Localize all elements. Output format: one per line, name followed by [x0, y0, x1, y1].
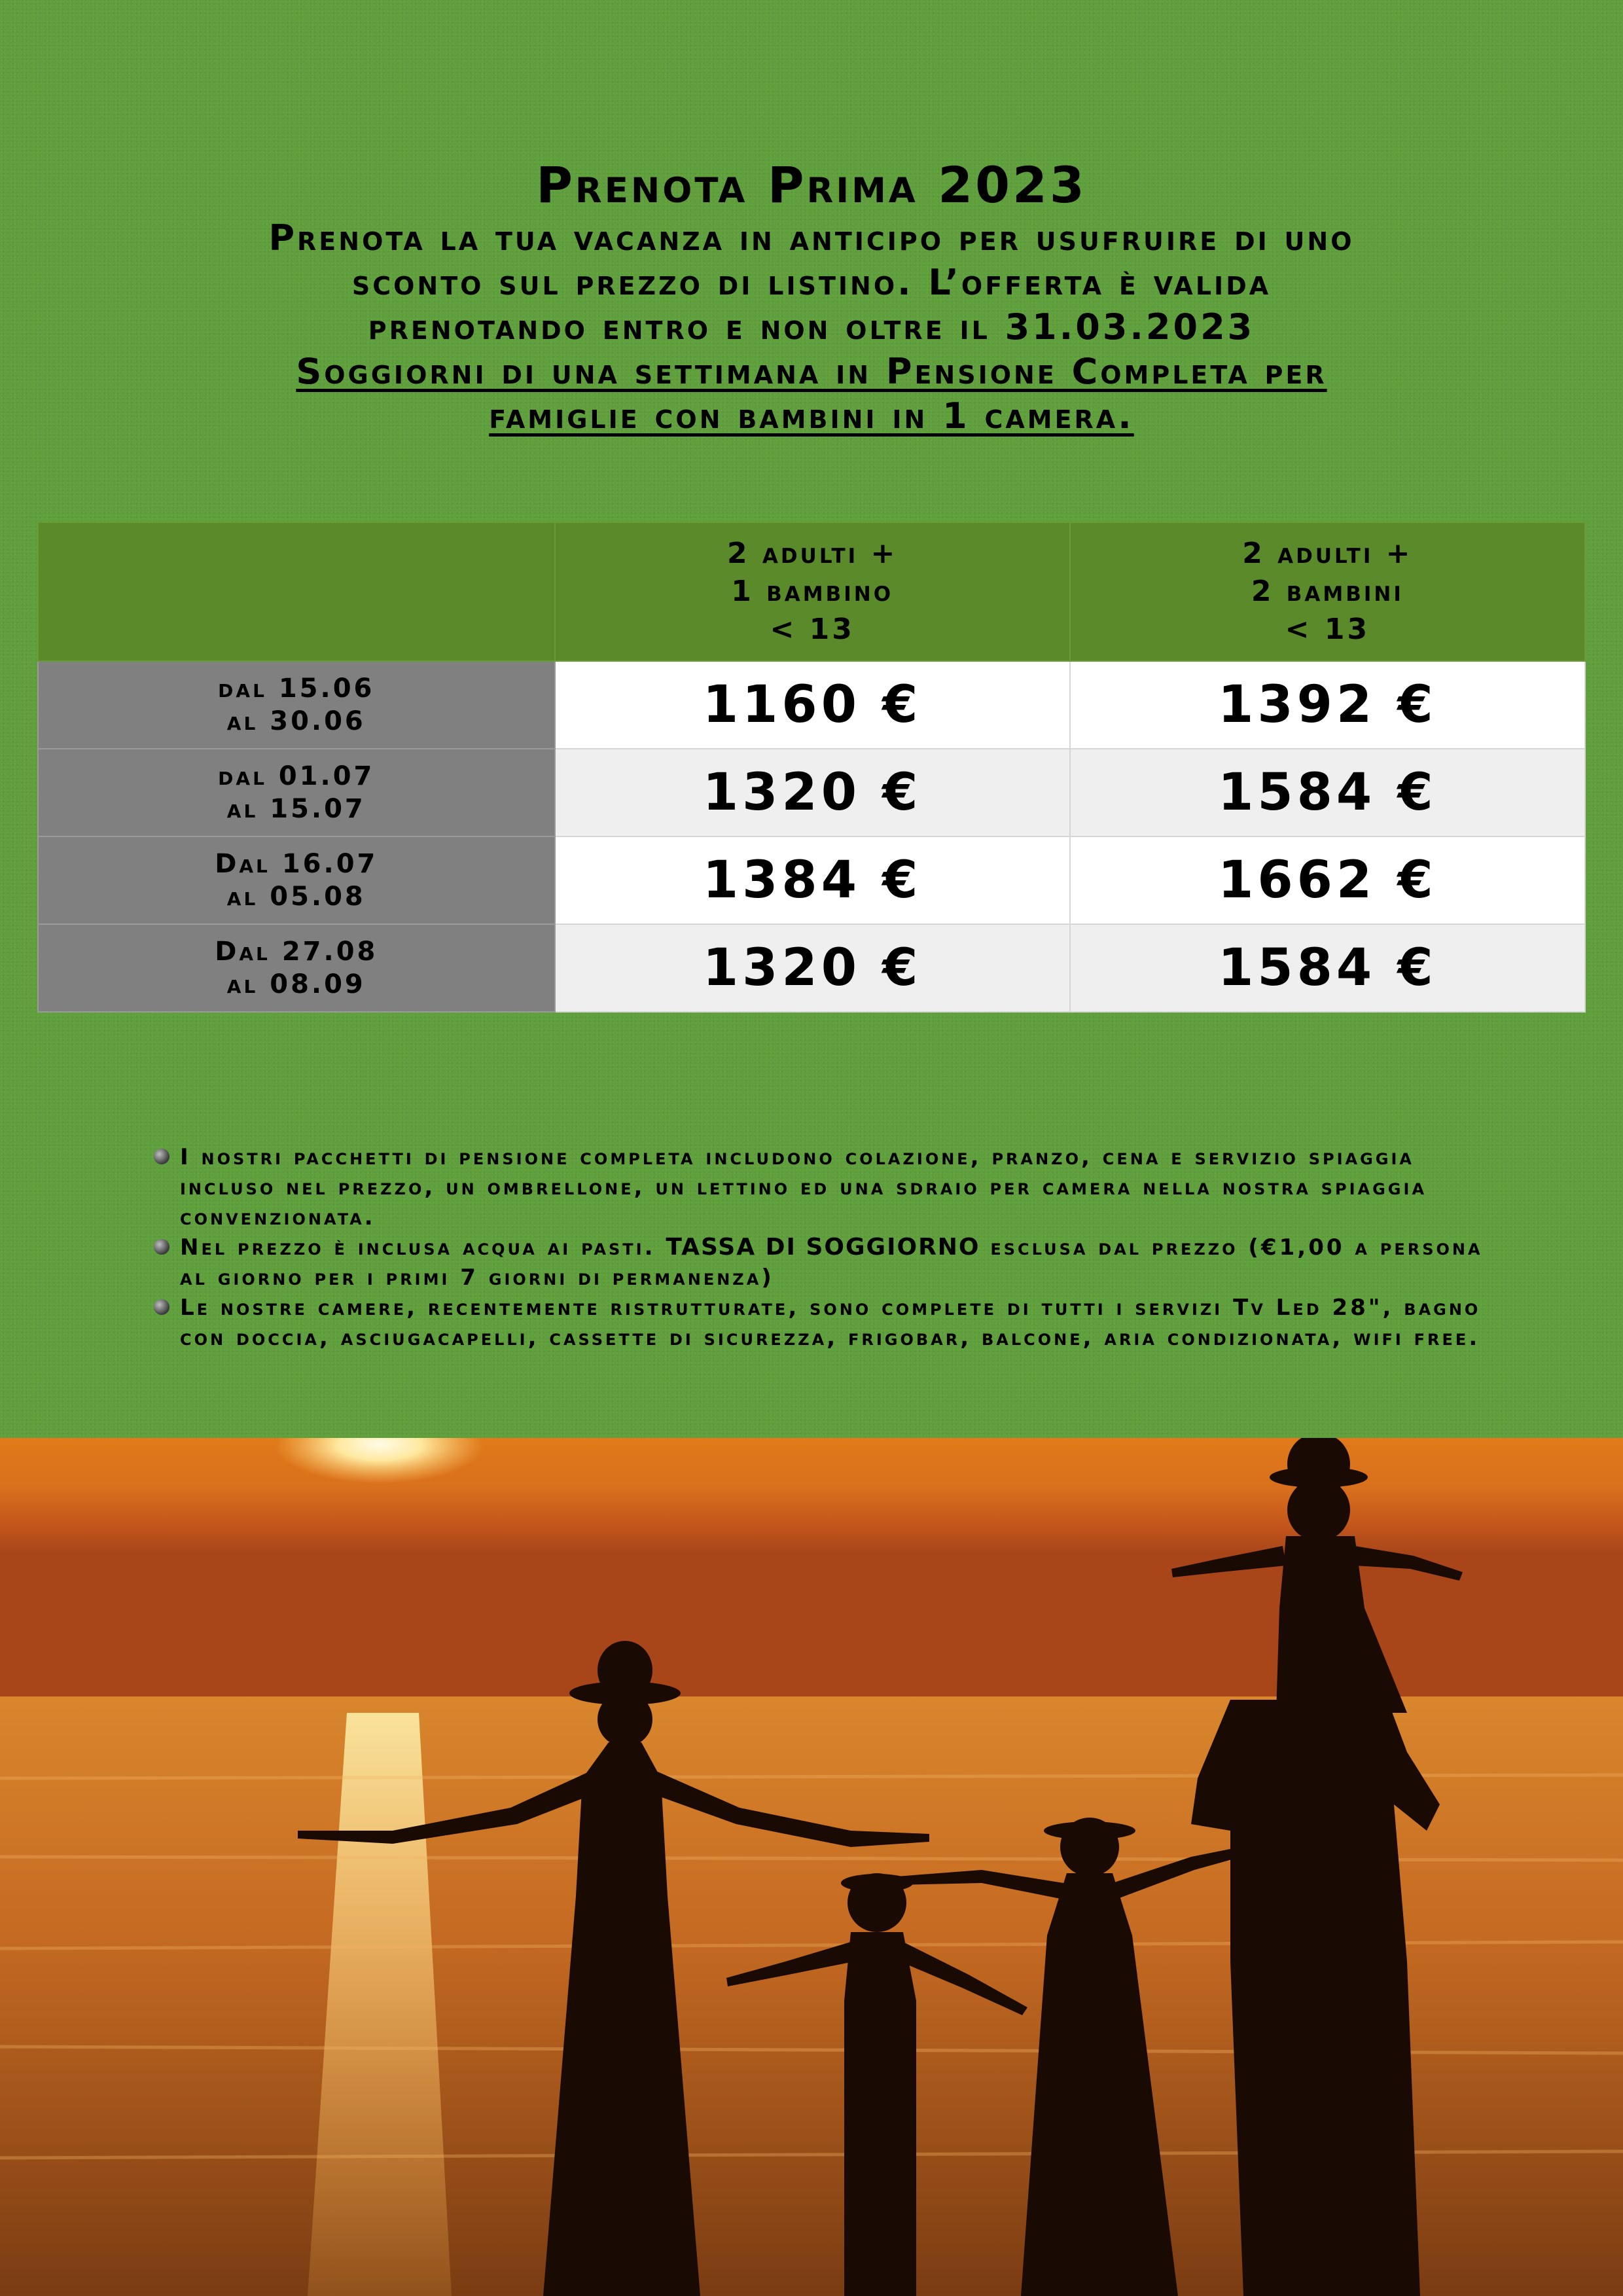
price-table: [37, 522, 1586, 1013]
table-row: [38, 836, 1585, 924]
header-empty-cell: [38, 522, 555, 661]
table-row: [38, 661, 1585, 749]
period-cell: Dal 27.08 al 08.09: [38, 924, 555, 1012]
intro-line: prenotando entro e non oltre il 31.03.2023: [368, 306, 1255, 348]
table-row: [38, 924, 1585, 1012]
intro-text: [131, 216, 1492, 439]
offer-conditions-line: Soggiorni di una settimana in Pensione Completa per: [296, 351, 1327, 392]
price-cell: 1392 €: [1070, 661, 1585, 749]
intro-line: sconto sul prezzo di listino. L’offerta è valida: [351, 262, 1272, 303]
page-title: Prenota Prima 2023: [536, 156, 1087, 214]
price-cell: 1584 €: [1070, 749, 1585, 836]
note-item: I nostri pacchetti di pensione completa includono colazione, pranzo, cena e servizio spiaggia incluso nel prezzo, un ombrellone, un lettino ed una sdraio per camera nella nostra spiaggia convenzionata.: [154, 1142, 1515, 1232]
price-cell: 1160 €: [555, 661, 1070, 749]
notes-list: [154, 1142, 1515, 1353]
tourist-tax-label: TASSA DI SOGGIORNO: [666, 1234, 980, 1261]
note-item: Nel prezzo è inclusa acqua ai pasti. TASSA DI SOGGIORNO esclusa dal prezzo (€1,00 a persona al giorno per i primi 7 giorni di permanenza): [154, 1232, 1515, 1293]
table-header-row: [38, 522, 1585, 661]
price-cell: 1662 €: [1070, 836, 1585, 924]
period-cell: dal 01.07 al 15.07: [38, 749, 555, 836]
table-row: [38, 749, 1585, 836]
price-cell: 1384 €: [555, 836, 1070, 924]
column-header-1-child: 2 adulti + 1 bambino < 13: [555, 522, 1070, 661]
period-cell: Dal 16.07 al 05.08: [38, 836, 555, 924]
offer-conditions-line: famiglie con bambini in 1 camera.: [489, 395, 1134, 437]
sunset-family-photo: [0, 1438, 1623, 2296]
price-cell: 1320 €: [555, 749, 1070, 836]
price-cell: 1584 €: [1070, 924, 1585, 1012]
intro-line: Prenota la tua vacanza in anticipo per usufruire di uno: [268, 217, 1355, 259]
column-header-2-children: 2 adulti + 2 bambini < 13: [1070, 522, 1585, 661]
period-cell: dal 15.06 al 30.06: [38, 661, 555, 749]
price-cell: 1320 €: [555, 924, 1070, 1012]
note-item: Le nostre camere, recentemente ristrutturate, sono complete di tutti i servizi Tv Led 28", bagno con doccia, asciugacapelli, cassette di sicurezza, frigobar, balcone, aria condizionata, wifi free.: [154, 1293, 1515, 1353]
